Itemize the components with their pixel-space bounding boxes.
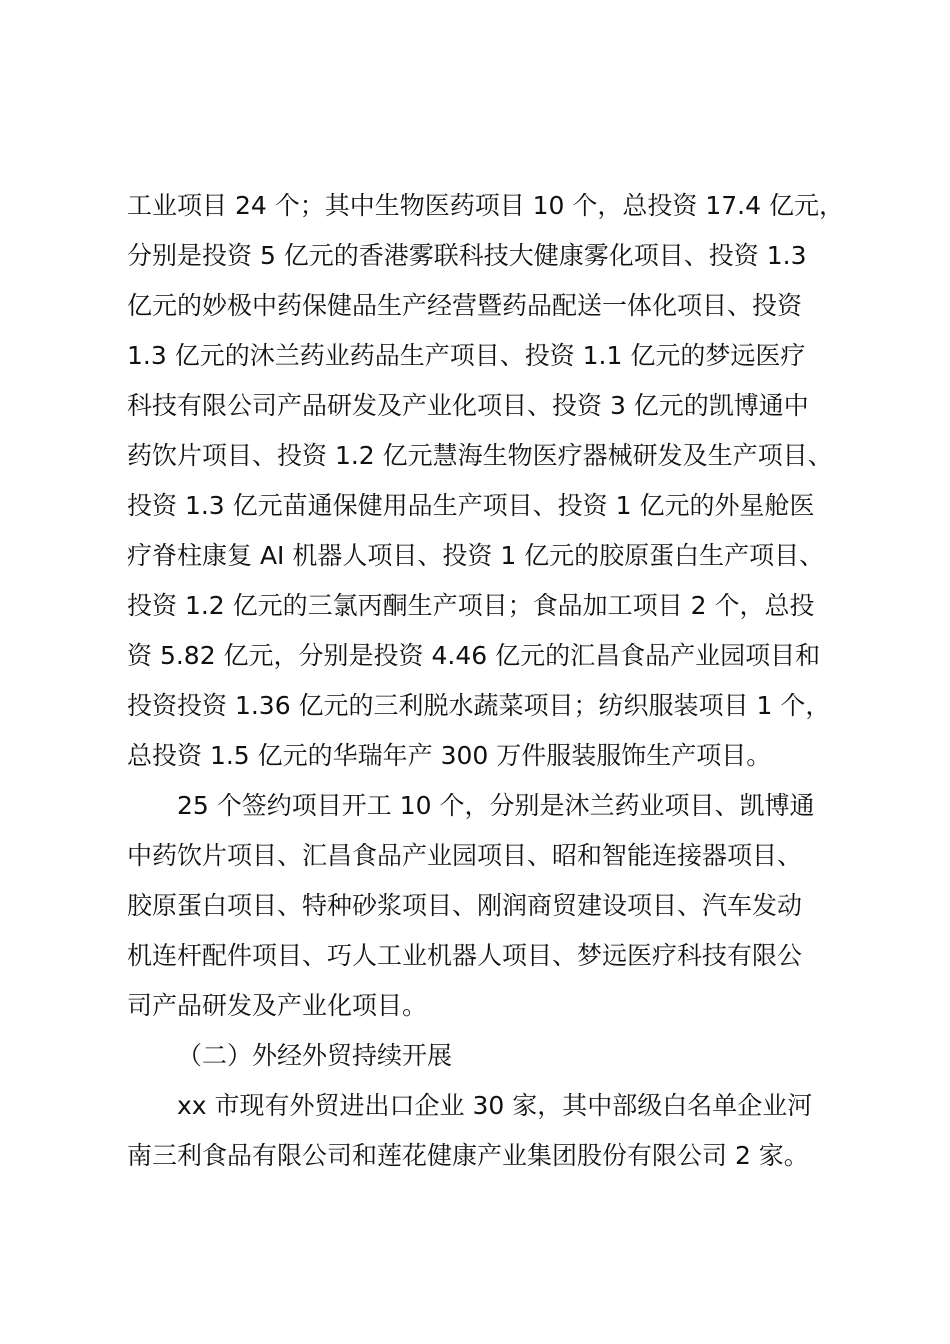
text-line: 南三利食品有限公司和莲花健康产业集团股份有限公司 2 家。	[127, 1141, 809, 1170]
text-line: 工业项目 24 个；其中生物医药项目 10 个，总投资 17.4 亿元，	[127, 191, 844, 220]
text-line: 司产品研发及产业化项目。	[127, 991, 428, 1020]
text-line: 投资投资 1.36 亿元的三利脱水蔬菜项目；纺织服装项目 1 个，	[127, 691, 831, 720]
text-line: 机连杆配件项目、巧人工业机器人项目、梦远医疗科技有限公	[127, 941, 803, 970]
text-line: 胶原蛋白项目、特种砂浆项目、刚润商贸建设项目、汽车发动	[127, 891, 803, 920]
text-line: 25 个签约项目开工 10 个，分别是沐兰药业项目、凯博通	[177, 791, 815, 820]
text-line: 疗脊柱康复 AI 机器人项目、投资 1 亿元的胶原蛋白生产项目、	[127, 541, 825, 570]
text-line: 亿元的妙极中药保健品生产经营暨药品配送一体化项目、投资	[127, 291, 803, 320]
section-heading-foreign-trade	[127, 1031, 867, 1081]
text-line: 资 5.82 亿元，分别是投资 4.46 亿元的汇昌食品产业园项目和	[127, 641, 821, 670]
text-line: 1.3 亿元的沐兰药业药品生产项目、投资 1.1 亿元的梦远医疗	[127, 341, 806, 370]
text-line: 药饮片项目、投资 1.2 亿元慧海生物医疗器械研发及生产项目、	[127, 441, 833, 470]
text-line: 投资 1.2 亿元的三氯丙酮生产项目；食品加工项目 2 个，总投	[127, 591, 815, 620]
text-line: 投资 1.3 亿元苗通保健用品生产项目、投资 1 亿元的外星舱医	[127, 491, 815, 520]
text-line: 总投资 1.5 亿元的华瑞年产 300 万件服装服饰生产项目。	[127, 741, 772, 770]
document-body	[127, 181, 867, 1181]
paragraph-industrial-projects	[127, 181, 867, 781]
paragraph-foreign-trade	[127, 1081, 867, 1131]
text-line: 中药饮片项目、汇昌食品产业园项目、昭和智能连接器项目、	[127, 841, 803, 870]
text-line: （二）外经外贸持续开展	[177, 1041, 453, 1070]
text-line: 分别是投资 5 亿元的香港雾联科技大健康雾化项目、投资 1.3	[127, 241, 807, 270]
text-line: xx 市现有外贸进出口企业 30 家，其中部级白名单企业河	[177, 1091, 813, 1120]
paragraph-projects-started	[127, 781, 867, 831]
text-line: 科技有限公司产品研发及产业化项目、投资 3 亿元的凯博通中	[127, 391, 809, 420]
paragraph-projects-started-cont	[127, 831, 867, 1031]
paragraph-foreign-trade-cont	[127, 1131, 867, 1181]
